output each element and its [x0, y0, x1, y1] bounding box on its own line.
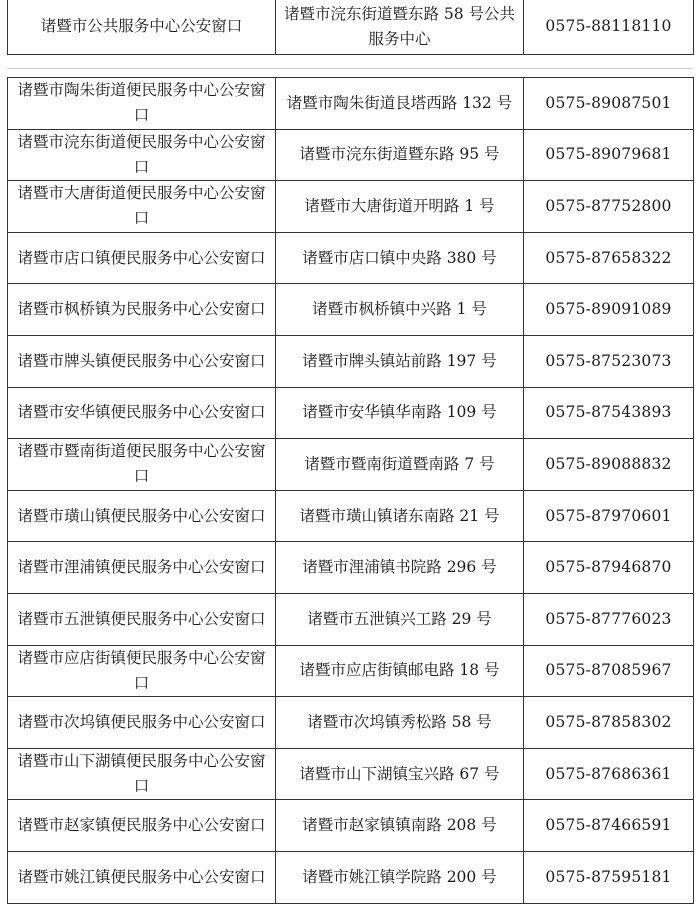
- address-cell: 诸暨市暨南街道暨南路 7 号: [276, 439, 524, 491]
- phone-cell: 0575-89088832: [524, 439, 694, 491]
- office-name-cell: 诸暨市璜山镇便民服务中心公安窗口: [8, 490, 276, 542]
- table-row: [8, 593, 694, 645]
- table-row: [8, 542, 694, 594]
- office-name-cell: 诸暨市安华镇便民服务中心公安窗口: [8, 387, 276, 439]
- table-row: [8, 645, 694, 697]
- phone-cell: 0575-89091089: [524, 284, 694, 336]
- address-cell: 诸暨市璜山镇诸东南路 21 号: [276, 490, 524, 542]
- phone-cell: 0575-89087501: [524, 78, 694, 130]
- table-row: [8, 181, 694, 233]
- address-cell: 诸暨市姚江镇学院路 200 号: [276, 851, 524, 903]
- phone-cell: 0575-87946870: [524, 542, 694, 594]
- office-table-body: [8, 78, 694, 904]
- table-row: [8, 697, 694, 749]
- phone-cell: 0575-87523073: [524, 335, 694, 387]
- office-table: [7, 77, 694, 904]
- phone-cell: 0575-87686361: [524, 748, 694, 800]
- table-row: [8, 490, 694, 542]
- address-cell: 诸暨市五泄镇兴工路 29 号: [276, 593, 524, 645]
- address-cell: 诸暨市安华镇华南路 109 号: [276, 387, 524, 439]
- top-table: [7, 0, 694, 55]
- office-name-cell: 诸暨市大唐街道便民服务中心公安窗口: [8, 181, 276, 233]
- address-cell: 诸暨市浬浦镇书院路 296 号: [276, 542, 524, 594]
- table-row: [8, 284, 694, 336]
- office-name-cell: 诸暨市牌头镇便民服务中心公安窗口: [8, 335, 276, 387]
- address-cell: 诸暨市大唐街道开明路 1 号: [276, 181, 524, 233]
- phone-cell: 0575-87543893: [524, 387, 694, 439]
- office-name-cell: 诸暨市店口镇便民服务中心公安窗口: [8, 232, 276, 284]
- phone-cell: 0575-87658322: [524, 232, 694, 284]
- table-row: [8, 800, 694, 852]
- table-row: [8, 748, 694, 800]
- table-row: [8, 851, 694, 903]
- address-cell: 诸暨市枫桥镇中兴路 1 号: [276, 284, 524, 336]
- office-name-cell: 诸暨市应店街镇便民服务中心公安窗口: [8, 645, 276, 697]
- office-name-cell: 诸暨市枫桥镇为民服务中心公安窗口: [8, 284, 276, 336]
- table-row: [8, 0, 694, 55]
- phone-cell: 0575-87752800: [524, 181, 694, 233]
- phone-cell: 0575-87085967: [524, 645, 694, 697]
- address-cell: 诸暨市赵家镇镇南路 208 号: [276, 800, 524, 852]
- phone-cell: 0575-89079681: [524, 129, 694, 181]
- phone-cell: 0575-87466591: [524, 800, 694, 852]
- table-row: [8, 387, 694, 439]
- page-divider: [7, 68, 693, 69]
- table-row: [8, 439, 694, 491]
- address-cell: 诸暨市山下湖镇宝兴路 67 号: [276, 748, 524, 800]
- office-name-cell: 诸暨市赵家镇便民服务中心公安窗口: [8, 800, 276, 852]
- office-name-cell: 诸暨市浬浦镇便民服务中心公安窗口: [8, 542, 276, 594]
- table-row: [8, 232, 694, 284]
- office-name-cell: 诸暨市姚江镇便民服务中心公安窗口: [8, 851, 276, 903]
- address-cell: 诸暨市浣东街道暨东路 95 号: [276, 129, 524, 181]
- table-row: [8, 78, 694, 130]
- address-cell: 诸暨市浣东街道暨东路 58 号公共服务中心: [276, 0, 524, 55]
- address-cell: 诸暨市牌头镇站前路 197 号: [276, 335, 524, 387]
- phone-cell: 0575-87970601: [524, 490, 694, 542]
- table-row: [8, 129, 694, 181]
- address-cell: 诸暨市陶朱街道艮塔西路 132 号: [276, 78, 524, 130]
- office-name-cell: 诸暨市五泄镇便民服务中心公安窗口: [8, 593, 276, 645]
- office-name-cell: 诸暨市浣东街道便民服务中心公安窗口: [8, 129, 276, 181]
- address-cell: 诸暨市次坞镇秀松路 58 号: [276, 697, 524, 749]
- address-cell: 诸暨市应店街镇邮电路 18 号: [276, 645, 524, 697]
- office-name-cell: 诸暨市山下湖镇便民服务中心公安窗口: [8, 748, 276, 800]
- phone-cell: 0575-87595181: [524, 851, 694, 903]
- office-name-cell: 诸暨市公共服务中心公安窗口: [8, 0, 276, 55]
- address-cell: 诸暨市店口镇中央路 380 号: [276, 232, 524, 284]
- phone-cell: 0575-88118110: [524, 0, 694, 55]
- phone-cell: 0575-87858302: [524, 697, 694, 749]
- phone-cell: 0575-87776023: [524, 593, 694, 645]
- table-row: [8, 335, 694, 387]
- office-name-cell: 诸暨市次坞镇便民服务中心公安窗口: [8, 697, 276, 749]
- office-name-cell: 诸暨市陶朱街道便民服务中心公安窗口: [8, 78, 276, 130]
- office-name-cell: 诸暨市暨南街道便民服务中心公安窗口: [8, 439, 276, 491]
